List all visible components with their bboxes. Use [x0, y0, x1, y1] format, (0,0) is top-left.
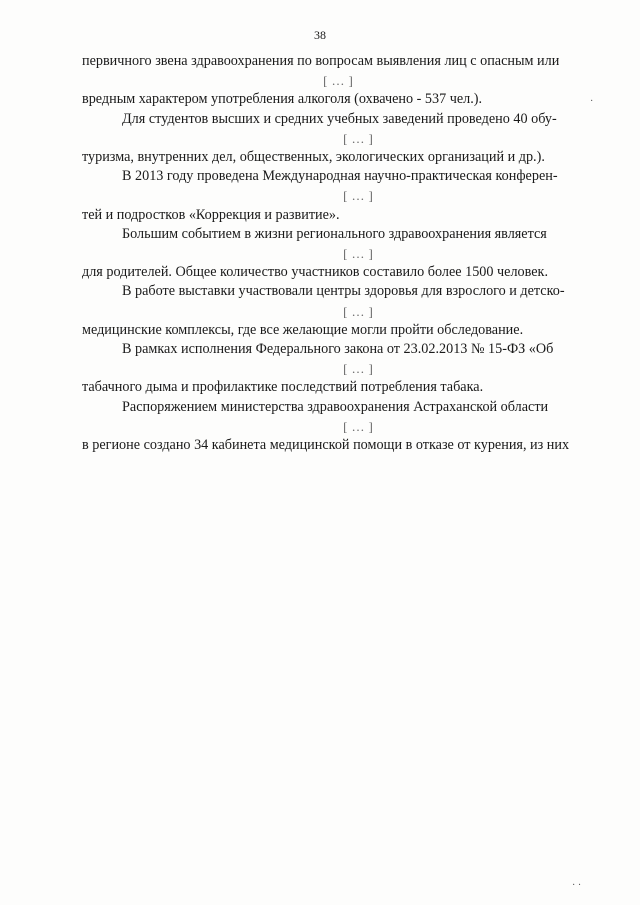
elided-text-marker: […]: [343, 303, 377, 319]
paragraph-6-head: В рамках исполнения Федерального закона от 23.02.2013 № 15-ФЗ «Об: [122, 341, 554, 358]
paragraph-5: [82, 282, 598, 340]
page-number: 38: [314, 28, 326, 42]
paragraph-2-head: Для студентов высших и средних учебных заведений проведено 40 обу-: [122, 110, 557, 127]
paragraph-2-tail: туризма, внутренних дел, общественных, экологических организаций и др.).: [82, 149, 545, 166]
paragraph-5-tail: медицинские комплексы, где все желающие могли пройти обследование.: [82, 321, 524, 338]
paragraph-2: [82, 110, 598, 168]
paragraph-6: [82, 340, 598, 398]
paragraph-3: [82, 167, 598, 225]
document-body: [82, 52, 598, 455]
paragraph-3-head: В 2013 году проведена Международная научно-практическая конферен-: [122, 168, 558, 185]
paragraph-3-tail: тей и подростков «Коррекция и развитие».: [82, 206, 340, 223]
elided-text-marker: […]: [343, 130, 377, 146]
paragraph-4-head: Большим событием в жизни регионального здравоохранения является: [122, 225, 547, 242]
scan-speck: · ·: [572, 880, 582, 891]
elided-text-marker: […]: [343, 418, 377, 434]
scan-speck: ·: [590, 96, 594, 107]
paragraph-1: [82, 52, 598, 110]
paragraph-6-tail: табачного дыма и профилактике последствий потребления табака.: [82, 379, 484, 396]
paragraph-7-tail: в регионе создано 34 кабинета медицинской помощи в отказе от курения, из них: [82, 437, 570, 454]
elided-text-marker: […]: [343, 361, 377, 377]
elided-text-marker: […]: [343, 246, 377, 262]
paragraph-7: [82, 398, 598, 456]
paragraph-7-head: Распоряжением министерства здравоохранения Астраханской области: [122, 398, 549, 415]
elided-text-marker: […]: [343, 188, 377, 204]
paragraph-1-tail: вредным характером употребления алкоголя (охвачено - 537 чел.).: [82, 91, 483, 108]
elided-text-marker: […]: [323, 73, 357, 89]
paragraph-4-tail: для родителей. Общее количество участников составило более 1500 человек.: [82, 264, 548, 281]
paragraph-4: [82, 225, 598, 283]
paragraph-1-head: первичного звена здравоохранения по вопросам выявления лиц с опасным или: [82, 53, 560, 69]
paragraph-5-head: В работе выставки участвовали центры здоровья для взрослого и детско-: [122, 283, 565, 300]
